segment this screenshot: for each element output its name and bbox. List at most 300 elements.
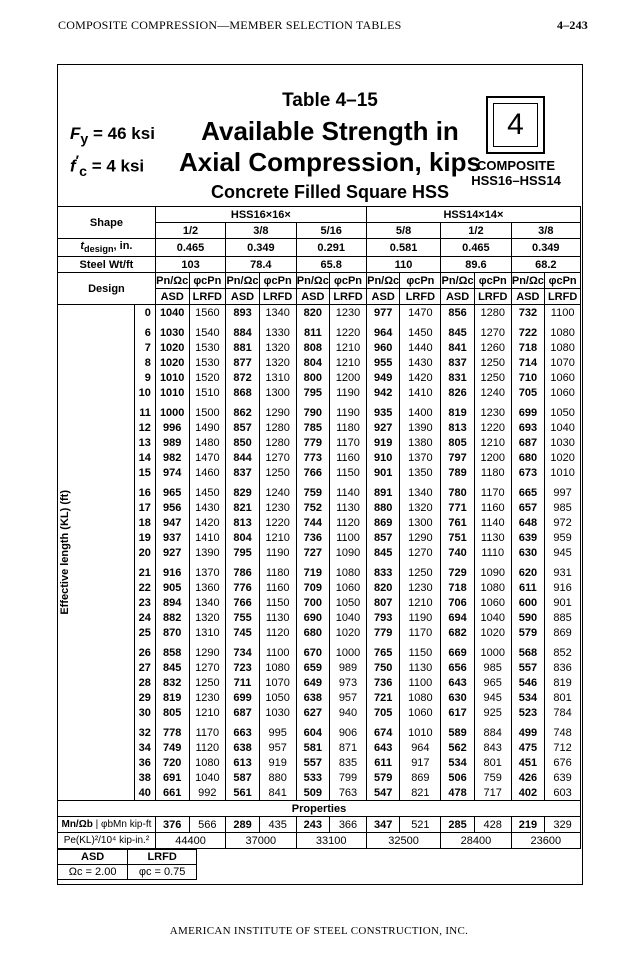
asd-value: 478 (441, 785, 475, 801)
lrfd-value: 1340 (400, 485, 441, 500)
kl-value: 7 (135, 340, 155, 355)
lrfd-value: 1080 (189, 755, 226, 770)
asd-value: 755 (226, 610, 260, 625)
asd-value: 557 (296, 755, 330, 770)
lrfd-value: 973 (330, 675, 367, 690)
asd-value: 927 (366, 420, 400, 435)
kl-value: 16 (135, 485, 155, 500)
asd-value: 845 (155, 660, 189, 675)
table-row (58, 420, 581, 435)
lrfd-value: 1160 (330, 450, 367, 465)
asd-value: 956 (155, 500, 189, 515)
asd-value: 673 (511, 465, 545, 485)
lrfd-value: 1060 (400, 705, 441, 725)
table-row (58, 305, 581, 326)
lrfd-value: 1040 (330, 610, 367, 625)
asd-value: 882 (155, 610, 189, 625)
wall-thickness: 5/8 (366, 223, 440, 239)
asd-value: 705 (366, 705, 400, 725)
lrfd-value: 1330 (259, 325, 296, 340)
asd-value: 722 (511, 325, 545, 340)
pe-value: 32500 (366, 833, 440, 849)
lrfd-value: 965 (474, 675, 511, 690)
asd-value: 547 (366, 785, 400, 801)
design-row (58, 273, 581, 289)
asd-value: 690 (296, 610, 330, 625)
kl-value: 40 (135, 785, 155, 801)
pn-omega-heading: Pn/Ωc (296, 274, 329, 287)
mn-lrfd-value: 521 (400, 817, 441, 833)
asd-value: 947 (155, 515, 189, 530)
mn-asd-value: 285 (441, 817, 475, 833)
asd-value: 590 (511, 610, 545, 625)
lrfd-value: 1390 (400, 420, 441, 435)
lrfd-value: 1150 (259, 595, 296, 610)
lrfd-value: 972 (545, 515, 581, 530)
lrfd-value: 1500 (189, 405, 226, 420)
asd-value: 977 (366, 305, 400, 326)
asd-value: 800 (296, 370, 330, 385)
asd-value: 402 (511, 785, 545, 801)
pn-omega-heading: Pn/Ωc (226, 274, 259, 287)
kl-value: 12 (135, 420, 155, 435)
kl-value: 13 (135, 435, 155, 450)
lrfd-value: 748 (545, 725, 581, 740)
asd-value: 643 (366, 740, 400, 755)
asd-value: 1020 (155, 340, 189, 355)
mn-lrfd-value: 329 (545, 817, 581, 833)
asd-value: 523 (511, 705, 545, 725)
lrfd-heading: LRFD (400, 289, 441, 305)
asd-value: 797 (441, 450, 475, 465)
lrfd-value: 1250 (400, 565, 441, 580)
asd-value: 804 (226, 530, 260, 545)
lrfd-heading: LRFD (474, 289, 511, 305)
lrfd-value: 901 (545, 595, 581, 610)
running-header-left: COMPOSITE COMPRESSION—MEMBER SELECTION TABLES (58, 18, 402, 32)
asd-value: 721 (366, 690, 400, 705)
asd-value: 661 (155, 785, 189, 801)
asd-value: 845 (441, 325, 475, 340)
asd-value: 955 (366, 355, 400, 370)
tdesign-value: 0.349 (226, 239, 296, 257)
asd-value: 813 (441, 420, 475, 435)
lrfd-value: 1210 (259, 530, 296, 545)
lrfd-value: 989 (330, 660, 367, 675)
lrfd-value: 906 (330, 725, 367, 740)
lrfd-value: 925 (474, 705, 511, 725)
phi-pn-heading: φcPn (400, 273, 441, 289)
lrfd-value: 1280 (474, 305, 511, 326)
lrfd-value: 997 (545, 485, 581, 500)
asd-value: 718 (441, 580, 475, 595)
asd-value: 720 (155, 755, 189, 770)
asd-value: 778 (155, 725, 189, 740)
lrfd-value: 1430 (189, 500, 226, 515)
lrfd-value: 1130 (259, 610, 296, 625)
asd-value: 687 (226, 705, 260, 725)
lrfd-value: 1410 (400, 385, 441, 405)
pn-omega-heading: Pn/Ωc (156, 274, 189, 287)
material-properties (70, 123, 155, 183)
table-row (58, 385, 581, 405)
kl-value: 6 (135, 325, 155, 340)
lrfd-value: 995 (259, 725, 296, 740)
lrfd-value: 1320 (259, 340, 296, 355)
asd-value: 736 (366, 675, 400, 690)
asd-value: 779 (296, 435, 330, 450)
asd-value: 996 (155, 420, 189, 435)
asd-value: 562 (441, 740, 475, 755)
lrfd-value: 1310 (259, 370, 296, 385)
lrfd-value: 1310 (189, 625, 226, 645)
table-row (58, 625, 581, 645)
asd-value: 829 (226, 485, 260, 500)
asd-value: 850 (226, 435, 260, 450)
asd-value: 804 (296, 355, 330, 370)
lrfd-value: 1060 (474, 595, 511, 610)
pe-value: 37000 (226, 833, 296, 849)
asd-value: 669 (441, 645, 475, 660)
tdesign-value: 0.465 (155, 239, 225, 257)
asd-value: 750 (366, 660, 400, 675)
asd-value: 1040 (155, 305, 189, 326)
lrfd-value: 957 (259, 740, 296, 755)
lrfd-value: 1340 (189, 595, 226, 610)
lrfd-value: 1060 (545, 370, 581, 385)
kl-value: 38 (135, 770, 155, 785)
asd-value: 1010 (155, 370, 189, 385)
asd-value: 561 (226, 785, 260, 801)
table-row (58, 530, 581, 545)
asd-value: 657 (511, 500, 545, 515)
lrfd-value: 1320 (400, 500, 441, 515)
phi-pn-heading: φcPn (259, 273, 296, 289)
steel-weight-value: 89.6 (441, 257, 511, 273)
asd-value: 620 (511, 565, 545, 580)
table-row (58, 435, 581, 450)
kl-value: 32 (135, 725, 155, 740)
asd-value: 780 (441, 485, 475, 500)
asd-value: 831 (441, 370, 475, 385)
asd-value: 638 (226, 740, 260, 755)
moment-label: Mn/Ωb | φbMn kip-ft (58, 817, 156, 833)
asd-value: 819 (441, 405, 475, 420)
lrfd-value: 1000 (474, 645, 511, 660)
steel-weight-row (58, 257, 581, 273)
asd-value: 499 (511, 725, 545, 740)
lrfd-value: 1080 (259, 660, 296, 675)
asd-value: 771 (441, 500, 475, 515)
lrfd-value: 940 (330, 705, 367, 725)
lrfd-value: 821 (400, 785, 441, 801)
asd-heading: ASD (296, 289, 330, 305)
lrfd-value: 916 (545, 580, 581, 595)
table-row (58, 370, 581, 385)
steel-weight-value: 78.4 (226, 257, 296, 273)
lrfd-value: 1220 (474, 420, 511, 435)
asd-value: 880 (366, 500, 400, 515)
asd-value: 533 (296, 770, 330, 785)
lrfd-value: 1060 (545, 385, 581, 405)
kl-value: 25 (135, 625, 155, 645)
asd-value: 868 (226, 385, 260, 405)
asd-value: 856 (441, 305, 475, 326)
lrfd-value: 985 (545, 500, 581, 515)
lrfd-value: 1040 (545, 420, 581, 435)
lrfd-value: 1160 (474, 500, 511, 515)
lrfd-value: 1100 (545, 305, 581, 326)
chapter-badge: 4 (486, 96, 545, 154)
asd-value: 776 (226, 580, 260, 595)
lrfd-value: 1250 (259, 465, 296, 485)
asd-value: 579 (366, 770, 400, 785)
asd-value: 752 (296, 500, 330, 515)
asd-value: 870 (155, 625, 189, 645)
asd-value: 670 (296, 645, 330, 660)
lrfd-value: 1230 (189, 690, 226, 705)
lrfd-value: 931 (545, 565, 581, 580)
asd-label: ASD (58, 850, 128, 865)
asd-value: 773 (296, 450, 330, 465)
lrfd-value: 1410 (189, 530, 226, 545)
lrfd-value: 1300 (259, 385, 296, 405)
asd-value: 568 (511, 645, 545, 660)
lrfd-value: 1110 (474, 545, 511, 565)
table-row (58, 565, 581, 580)
lrfd-value: 885 (545, 610, 581, 625)
wall-thickness: 1/2 (155, 223, 225, 239)
lrfd-value: 1180 (330, 420, 367, 435)
table-row (58, 785, 581, 801)
asd-value: 587 (226, 770, 260, 785)
kl-value: 36 (135, 755, 155, 770)
lrfd-value: 1090 (474, 565, 511, 580)
asd-value: 1020 (155, 355, 189, 370)
lrfd-value: 1450 (189, 485, 226, 500)
table-row (58, 465, 581, 485)
lrfd-value: 1490 (189, 420, 226, 435)
lrfd-value: 1510 (189, 385, 226, 405)
kl-value: 34 (135, 740, 155, 755)
asd-value: 869 (366, 515, 400, 530)
asd-value: 656 (441, 660, 475, 675)
lrfd-value: 1180 (474, 465, 511, 485)
mn-asd-value: 219 (511, 817, 545, 833)
lrfd-value: 1030 (545, 435, 581, 450)
pe-row (58, 833, 581, 849)
asd-value: 872 (226, 370, 260, 385)
tdesign-value: 0.581 (366, 239, 440, 257)
asd-value: 579 (511, 625, 545, 645)
asd-value: 766 (296, 465, 330, 485)
lrfd-value: 1230 (474, 405, 511, 420)
title-line2: Axial Compression, kips (179, 147, 481, 177)
lrfd-value: 843 (474, 740, 511, 755)
lrfd-value: 1450 (400, 325, 441, 340)
lrfd-value: 884 (474, 725, 511, 740)
asd-value: 638 (296, 690, 330, 705)
asd-value: 974 (155, 465, 189, 485)
lrfd-value: 1040 (189, 770, 226, 785)
lrfd-value: 1180 (259, 565, 296, 580)
tdesign-value: 0.465 (441, 239, 511, 257)
axis-label: Effective length (KL) (ft) (59, 490, 71, 616)
asd-value: 475 (511, 740, 545, 755)
lrfd-value: 1320 (259, 355, 296, 370)
asd-value: 789 (441, 465, 475, 485)
asd-value: 877 (226, 355, 260, 370)
asd-value: 893 (226, 305, 260, 326)
lrfd-value: 1280 (259, 420, 296, 435)
lrfd-value: 1230 (330, 305, 367, 326)
lrfd-value: 957 (330, 690, 367, 705)
asd-heading: ASD (511, 289, 545, 305)
asd-value: 674 (366, 725, 400, 740)
lrfd-value: 1040 (474, 610, 511, 625)
lrfd-heading: LRFD (330, 289, 367, 305)
publisher-footer: AMERICAN INSTITUTE OF STEEL CONSTRUCTION, INC. (169, 925, 469, 937)
group-name: HSS16×16× (155, 207, 366, 223)
phi-pn-heading: φcPn (189, 273, 226, 289)
kl-value: 29 (135, 690, 155, 705)
steel-weight-value: 103 (155, 257, 225, 273)
pn-omega-heading: Pn/Ωc (367, 274, 400, 287)
asd-value: 709 (296, 580, 330, 595)
lrfd-value: 1390 (189, 545, 226, 565)
lrfd-value: 1220 (330, 325, 367, 340)
lrfd-value: 603 (545, 785, 581, 801)
table-number: Table 4–15 (282, 90, 378, 111)
lrfd-value: 1210 (189, 705, 226, 725)
lrfd-value: 841 (259, 785, 296, 801)
asd-value: 960 (366, 340, 400, 355)
table-row (58, 500, 581, 515)
lrfd-value: 1250 (189, 675, 226, 690)
tdesign-value: 0.349 (511, 239, 580, 257)
asd-value: 805 (155, 705, 189, 725)
lrfd-value: 1000 (330, 645, 367, 660)
asd-value: 589 (441, 725, 475, 740)
page-number: 4–243 (557, 18, 588, 32)
asd-value: 820 (296, 305, 330, 326)
asd-value: 740 (441, 545, 475, 565)
tdesign-value: 0.291 (296, 239, 366, 257)
lrfd-value: 1020 (330, 625, 367, 645)
lrfd-value: 801 (545, 690, 581, 705)
properties-row (58, 801, 581, 817)
lrfd-value: 1170 (330, 435, 367, 450)
lrfd-value: 1340 (259, 305, 296, 326)
lrfd-value: 1130 (330, 500, 367, 515)
kl-value: 28 (135, 675, 155, 690)
asd-value: 937 (155, 530, 189, 545)
lrfd-value: 1010 (545, 465, 581, 485)
table-row (58, 675, 581, 690)
lrfd-value: 1200 (330, 370, 367, 385)
lrfd-value: 959 (545, 530, 581, 545)
lrfd-value: 1210 (400, 595, 441, 610)
lrfd-value: 1140 (330, 485, 367, 500)
asd-value: 807 (366, 595, 400, 610)
asd-value: 719 (296, 565, 330, 580)
lrfd-value: 759 (474, 770, 511, 785)
asd-value: 826 (441, 385, 475, 405)
mn-asd-value: 289 (226, 817, 260, 833)
kl-value: 10 (135, 385, 155, 405)
asd-value: 694 (441, 610, 475, 625)
table-row (58, 485, 581, 500)
asd-value: 744 (296, 515, 330, 530)
shape-row (58, 207, 581, 223)
lrfd-value: 869 (400, 770, 441, 785)
kl-value: 30 (135, 705, 155, 725)
table-row (58, 645, 581, 660)
lrfd-value: 1270 (189, 660, 226, 675)
asd-value: 982 (155, 450, 189, 465)
pe-value: 33100 (296, 833, 366, 849)
pn-omega-heading: Pn/Ωc (511, 274, 544, 287)
moment-row (58, 817, 581, 833)
asd-value: 613 (226, 755, 260, 770)
group-name: HSS14×14× (366, 207, 580, 223)
kl-value: 27 (135, 660, 155, 675)
lrfd-value: 1420 (400, 370, 441, 385)
table-row (58, 740, 581, 755)
kl-value: 0 (135, 305, 155, 326)
asd-value: 765 (366, 645, 400, 660)
lrfd-value: 1070 (259, 675, 296, 690)
asd-value: 627 (296, 705, 330, 725)
asd-value: 680 (296, 625, 330, 645)
asd-value: 426 (511, 770, 545, 785)
asd-value: 604 (296, 725, 330, 740)
lrfd-value: 1120 (189, 740, 226, 755)
lrfd-value: 1430 (400, 355, 441, 370)
kl-value: 21 (135, 565, 155, 580)
pe-value: 23600 (511, 833, 580, 849)
steel-weight-label: Steel Wt/ft (58, 257, 156, 273)
kl-value: 26 (135, 645, 155, 660)
lrfd-heading: LRFD (545, 289, 581, 305)
asd-value: 581 (296, 740, 330, 755)
lrfd-value: 1220 (259, 515, 296, 530)
asd-heading: ASD (155, 289, 189, 305)
lrfd-value: 1240 (259, 485, 296, 500)
asd-value: 711 (226, 675, 260, 690)
lrfd-value: 1520 (189, 370, 226, 385)
lrfd-value: 1170 (400, 625, 441, 645)
asd-value: 989 (155, 435, 189, 450)
table-row (58, 610, 581, 625)
mn-asd-value: 347 (366, 817, 400, 833)
lrfd-value: 1150 (330, 465, 367, 485)
steel-weight-value: 68.2 (511, 257, 580, 273)
asd-value: 714 (511, 355, 545, 370)
safety-factor-table (57, 849, 197, 880)
lrfd-value: 1100 (400, 675, 441, 690)
asd-value: 905 (155, 580, 189, 595)
lrfd-value: 1480 (189, 435, 226, 450)
wall-thickness: 1/2 (441, 223, 511, 239)
lrfd-value: 1170 (189, 725, 226, 740)
mn-lrfd-value: 428 (474, 817, 511, 833)
asd-value: 1030 (155, 325, 189, 340)
pe-value: 28400 (441, 833, 511, 849)
lrfd-value: 1470 (400, 305, 441, 326)
asd-value: 736 (296, 530, 330, 545)
kl-value: 8 (135, 355, 155, 370)
